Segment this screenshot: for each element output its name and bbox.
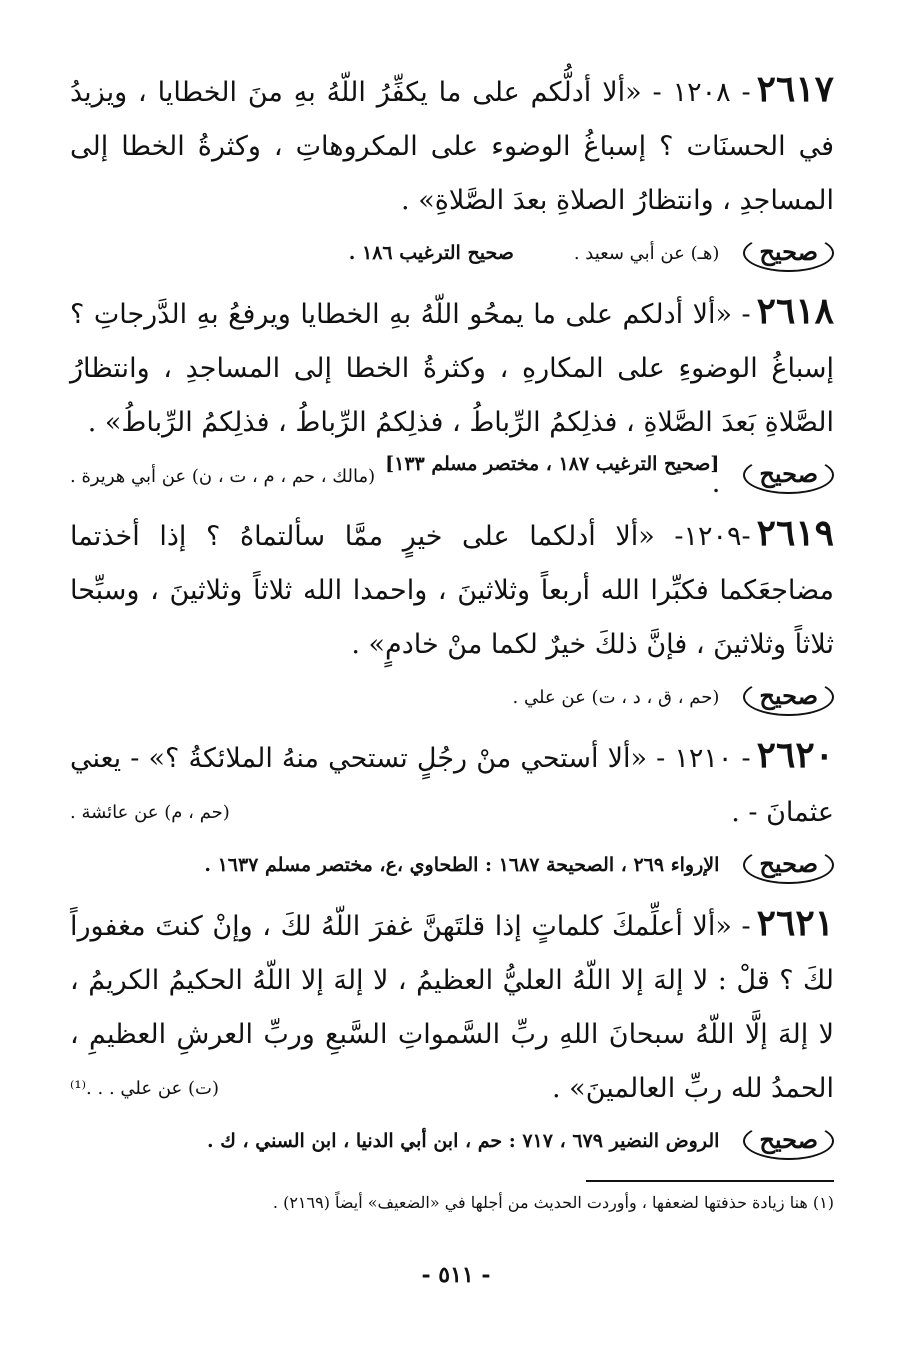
hadith-text: ٢٦١٩-١٢٠٩- «ألا أدلكما على خيرٍ ممَّا سألتماهُ ؟ إذا أخذتما مضاجعَكما فكبِّرا الله أربعاً وثلاثينَ ، واحمدا الله ثلاثاً وثلاثينَ ، وسبِّحا ثلاثاً وثلاثينَ ، فإنَّ ذلكَ خيرٌ لكما منْ خادمٍ» . — [70, 512, 834, 660]
hadith-source: (مالك ، حم ، م ، ت ، ن) عن أبي هريرة . — [70, 466, 376, 487]
hadith-meta — [375, 450, 834, 500]
footnote: (١) هنا زيادة حذفتها لضعفها ، وأوردت الحديث من أجلها في «الضعيف» أيضاً (٢١٦٩) . — [272, 1193, 834, 1212]
grade-badge: صحيح — [743, 678, 834, 716]
hadith-text: ٢٦٢١- «ألا أعلِّمكَ كلماتٍ إذا قلتَهنَّ غفرَ اللّهُ لكَ ، وإنْ كنتَ مغفوراً لكَ ؟ قلْ : لا إلهَ إلا اللّهُ العليُّ العظيمُ ، لا إلهَ إلا اللّهُ الحكيمُ الكريمُ ، لا إلهَ إلَّا اللّهُ سبحانَ اللهِ ربِّ السَّمواتِ السَّبعِ وربِّ العرشِ العظيمِ ، الحمدُ لله ربِّ العالمينَ» . (ت) عن علي . . .⁽¹⁾ — [70, 896, 834, 1116]
hadith-number: ٢٦٢٠ — [756, 734, 834, 776]
hadith-source: (حم ، ق ، د ، ت) عن علي . — [512, 686, 720, 708]
hadith-number: ٢٦١٩ — [756, 512, 834, 554]
hadith-entry-2620 — [70, 728, 834, 890]
hadith-text: ٢٦١٧- ١٢٠٨ - «ألا أدلُّكم على ما يكفِّرُ اللّهُ بهِ منَ الخطايا ، ويزيدُ في الحسنَات ؟ إسباغُ الوضوء على المكروهاتِ ، وكثرةُ الخطا إلى المساجدِ ، وانتظارُ الصلاةِ بعدَ الصَّلاةِ» . — [70, 68, 834, 216]
hadith-entry-2617 — [70, 62, 834, 278]
hadith-meta — [70, 1116, 834, 1166]
hadith-text: ٢٦١٨- «ألا أدلكم على ما يمحُو اللّهُ بهِ الخطايا ويرفعُ بهِ الدَّرجاتِ ؟ إسباغُ الوضوءِ على المكارهِ ، وكثرةُ الخطا إلى المساجدِ ، وانتظارُ الصَّلاةِ بَعدَ الصَّلاةِ ، فذلِكمُ الرِّباطُ ، فذلِكمُ الرِّباطُ ، فذلِكمُ الرِّباطُ» . (مالك ، حم ، م ، ت ، ن) عن أبي هريرة . — [70, 284, 834, 450]
hadith-refs: الإرواء ٢٦٩ ، الصحيحة ١٦٨٧ : الطحاوي ،ع، مختصر مسلم ١٦٣٧ . — [204, 854, 720, 876]
hadith-text: ٢٦٢٠- ١٢١٠ - «ألا أستحي منْ رجُلٍ تستحي منهُ الملائكةُ ؟» - يعني عثمانَ - . (حم ، م) عن عائشة . — [70, 728, 834, 840]
grade-badge: صحيح — [743, 456, 834, 494]
page-number: - ٥١١ - — [421, 1262, 491, 1288]
hadith-number: ٢٦٢١ — [756, 902, 834, 944]
hadith-refs: [صحيح الترغيب ١٨٧ ، مختصر مسلم ١٣٣] . — [385, 453, 720, 497]
footnote-divider — [586, 1180, 834, 1182]
hadith-entry-2621 — [70, 896, 834, 1166]
hadith-source: (هـ) عن أبي سعيد . — [573, 242, 720, 264]
hadith-refs: صحيح الترغيب ١٨٦ . — [348, 242, 514, 264]
grade-badge: صحيح — [743, 1122, 834, 1160]
grade-badge: صحيح — [743, 234, 834, 272]
hadith-source: (حم ، م) عن عائشة . — [70, 802, 230, 823]
hadith-meta — [70, 228, 834, 278]
hadith-meta — [70, 840, 834, 890]
hadith-entry-2618 — [70, 284, 834, 500]
hadith-meta — [70, 672, 834, 722]
hadith-number: ٢٦١٧ — [756, 68, 834, 110]
hadith-refs: الروض النضير ٦٧٩ ، ٧١٧ : حم ، ابن أبي الدنيا ، ابن السني ، ك . — [206, 1130, 720, 1152]
grade-badge: صحيح — [743, 846, 834, 884]
hadith-source: (ت) عن علي . . .⁽¹⁾ — [70, 1078, 219, 1099]
hadith-entry-2619 — [70, 506, 834, 722]
hadith-number: ٢٦١٨ — [756, 290, 834, 332]
page-body — [70, 62, 834, 1166]
